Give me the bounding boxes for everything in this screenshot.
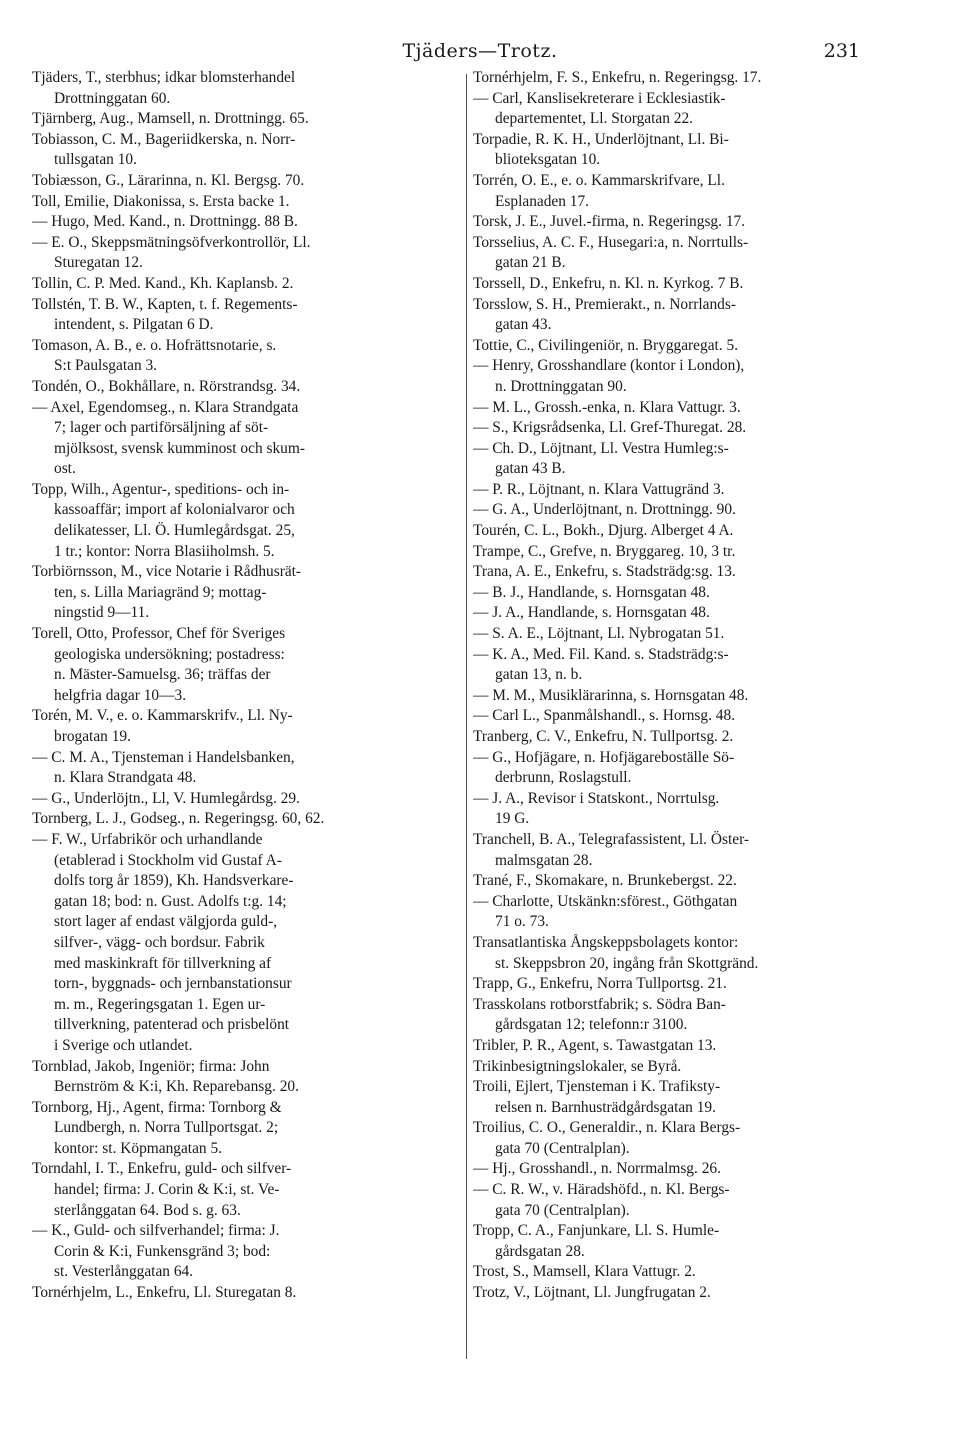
directory-line: — B. J., Handlande, s. Hornsgatan 48. (473, 583, 710, 601)
directory-line: — G. A., Underlöjtnant, n. Drottningg. 90. (473, 501, 736, 519)
directory-line: — K. A., Med. Fil. Kand. s. Stadsträdg:s- (473, 645, 729, 663)
directory-line: Tornblad, Jakob, Ingeniör; firma: John (32, 1057, 270, 1075)
directory-line: helgfria dagar 10—3. (54, 686, 187, 704)
directory-line: 19 G. (495, 810, 530, 828)
directory-line: n. Drottninggatan 90. (495, 377, 627, 395)
directory-line: Torpadie, R. K. H., Underlöjtnant, Ll. Bi- (473, 130, 729, 148)
directory-line: — Henry, Grosshandlare (kontor i London), (473, 357, 745, 375)
directory-line: kontor: st. Köpmangatan 5. (54, 1139, 222, 1157)
directory-line: Drottninggatan 60. (54, 89, 171, 107)
directory-line: gårdsgatan 28. (495, 1242, 585, 1260)
directory-line: Tollstén, T. B. W., Kapten, t. f. Regements- (32, 295, 298, 313)
directory-line: Tjärnberg, Aug., Mamsell, n. Drottningg. 65. (32, 110, 309, 128)
directory-line: Troilius, C. O., Generaldir., n. Klara Bergs- (473, 1119, 741, 1137)
directory-line: Esplanaden 17. (495, 192, 590, 210)
directory-line: — S. A. E., Löjtnant, Ll. Nybrogatan 51. (473, 625, 725, 643)
directory-line: med maskinkraft för tillverkning af (54, 954, 272, 972)
directory-line: torn-, byggnads- och jernbanstationsur (54, 975, 292, 993)
directory-line: Torrén, O. E., e. o. Kammarskrifvare, Ll. (473, 171, 725, 189)
directory-line: geologiska undersökning; postadress: (54, 645, 285, 663)
directory-line: tillverkning, patenterad och prisbelönt (54, 1016, 290, 1034)
directory-line: Tottie, C., Civilingeniör, n. Bryggaregat. 5. (473, 336, 739, 354)
directory-line: Tobiæsson, G., Lärarinna, n. Kl. Bergsg. 70. (32, 171, 305, 189)
running-head: Tjäders—Trotz. (402, 40, 558, 62)
directory-line: i Sverige och utlandet. (54, 1036, 193, 1054)
directory-line: stort lager af endast välgjorda guld-, (54, 913, 278, 931)
directory-line: Tjäders, T., sterbhus; idkar blomsterhandel (32, 69, 296, 86)
directory-line: kassoaffär; import af kolonialvaror och (54, 501, 295, 519)
directory-line: gatan 43. (495, 316, 552, 334)
directory-line: Tornérhjelm, L., Enkefru, Ll. Sturegatan 8. (32, 1284, 297, 1302)
directory-line: gatan 13, n. b. (495, 666, 583, 684)
page-number: 231 (823, 40, 860, 62)
directory-line: — C. R. W., v. Häradshöfd., n. Kl. Bergs- (473, 1181, 730, 1199)
directory-line: Torsslow, S. H., Premierakt., n. Norrlands- (473, 295, 736, 313)
directory-line: Torsselius, A. C. F., Husegari:a, n. Norrtulls- (473, 233, 749, 251)
directory-line: Torén, M. V., e. o. Kammarskrifv., Ll. Ny- (32, 707, 293, 725)
directory-line: Tobiasson, C. M., Bageriidkerska, n. Norr- (32, 130, 296, 148)
directory-line: S:t Paulsgatan 3. (54, 357, 158, 375)
directory-line: Transatlantiska Ångskeppsbolagets kontor: (473, 933, 739, 951)
directory-line: — J. A., Handlande, s. Hornsgatan 48. (473, 604, 710, 622)
directory-line: 71 o. 73. (495, 913, 549, 931)
directory-line: — G., Hofjägare, n. Hofjägareboställe Sö- (473, 748, 735, 766)
directory-line: — M. L., Grossh.-enka, n. Klara Vattugr. 3. (473, 398, 741, 416)
directory-line: — Charlotte, Utskänkn:sförest., Göthgatan (473, 892, 738, 910)
directory-line: Trané, F., Skomakare, n. Brunkebergst. 22. (473, 872, 737, 890)
directory-line: Trana, A. E., Enkefru, s. Stadsträdg:sg. 13. (473, 563, 736, 581)
directory-line: Tranberg, C. V., Enkefru, N. Tullportsg. 2. (473, 728, 734, 745)
directory-line: gatan 18; bod: n. Gust. Adolfs t:g. 14; (54, 892, 287, 910)
directory-line: silfver-, vägg- och bordsur. Fabrik (54, 933, 265, 951)
directory-line: intendent, s. Pilgatan 6 D. (54, 316, 214, 334)
directory-line: Torsk, J. E., Juvel.-firma, n. Regeringsg. 17. (473, 213, 746, 231)
directory-line: — G., Underlöjtn., Ll, V. Humlegårdsg. 29. (32, 789, 300, 807)
directory-line: Topp, Wilh., Agentur-, speditions- och in- (32, 480, 290, 498)
directory-line: gata 70 (Centralplan). (495, 1201, 630, 1219)
directory-line: Tranchell, B. A., Telegrafassistent, Ll. Öster- (473, 830, 750, 848)
directory-line: n. Mäster-Samuelsg. 36; träffas der (54, 666, 271, 684)
directory-line: Toll, Emilie, Diakonissa, s. Ersta backe 1. (32, 192, 290, 210)
directory-line: Tornérhjelm, F. S., Enkefru, n. Regeringsg. 17. (473, 69, 762, 86)
column-divider (466, 74, 467, 1359)
directory-line: Trotz, V., Löjtnant, Ll. Jungfrugatan 2. (473, 1284, 711, 1302)
directory-line: Tourén, C. L., Bokh., Djurg. Alberget 4 A. (473, 522, 734, 540)
directory-line: — F. W., Urfabrikör och urhandlande (32, 830, 263, 848)
directory-line: tullsgatan 10. (54, 151, 137, 169)
directory-line: Lundbergh, n. Norra Tullportsgat. 2; (54, 1119, 279, 1137)
directory-line: 1 tr.; kontor: Norra Blasiiholmsh. 5. (54, 542, 275, 560)
directory-line: Trikinbesigtningslokaler, se Byrå. (473, 1057, 682, 1075)
directory-line: — Hugo, Med. Kand., n. Drottningg. 88 B. (32, 213, 298, 231)
directory-line: handel; firma: J. Corin & K:i, st. Ve- (54, 1181, 280, 1199)
directory-line: gårdsgatan 12; telefonn:r 3100. (495, 1016, 688, 1034)
directory-line: — J. A., Revisor i Statskont., Norrtulsg. (473, 789, 720, 807)
directory-line: m. m., Regeringsgatan 1. Egen ur- (54, 995, 266, 1013)
directory-line: Torell, Otto, Professor, Chef för Sveriges (32, 625, 286, 643)
directory-line: st. Skeppsbron 20, ingång från Skottgränd. (495, 954, 759, 972)
directory-line: n. Klara Strandgata 48. (54, 769, 197, 787)
directory-line: — C. M. A., Tjensteman i Handelsbanken, (32, 748, 295, 766)
directory-line: 7; lager och partiförsäljning af söt- (54, 419, 269, 437)
directory-line: (etablerad i Stockholm vid Gustaf A- (54, 851, 282, 869)
directory-line: Torssell, D., Enkefru, n. Kl. n. Kyrkog. 7 B. (473, 274, 744, 292)
directory-line: derbrunn, Roslagstull. (495, 769, 632, 787)
directory-line: sterlånggatan 64. Bod s. g. 63. (54, 1201, 241, 1219)
directory-line: ten, s. Lilla Mariagränd 9; mottag- (54, 583, 267, 601)
directory-line: Tornborg, Hj., Agent, firma: Tornborg & (32, 1098, 282, 1116)
directory-line: blioteksgatan 10. (495, 151, 601, 169)
directory-line: gatan 21 B. (495, 254, 566, 272)
directory-line: — P. R., Löjtnant, n. Klara Vattugränd 3. (473, 480, 725, 498)
directory-line: Bernström & K:i, Kh. Reparebansg. 20. (54, 1078, 299, 1096)
directory-line: Trasskolans rotborstfabrik; s. Södra Ban- (473, 995, 726, 1013)
directory-line: Trapp, G., Enkefru, Norra Tullportsg. 21. (473, 975, 727, 993)
directory-line: Torbiörnsson, M., vice Notarie i Rådhusrät- (32, 563, 302, 581)
directory-line: — M. M., Musiklärarinna, s. Hornsgatan 48. (473, 686, 749, 704)
directory-line: — K., Guld- och silfverhandel; firma: J. (32, 1222, 280, 1240)
directory-line: Torndahl, I. T., Enkefru, guld- och silfver- (32, 1160, 292, 1178)
directory-line: Corin & K:i, Funkensgränd 3; bod: (54, 1242, 271, 1260)
left-column (32, 68, 462, 1304)
directory-line: malmsgatan 28. (495, 851, 593, 869)
directory-line: dolfs torg år 1859), Kh. Handsverkare- (54, 872, 294, 890)
directory-line: gata 70 (Centralplan). (495, 1139, 630, 1157)
directory-line: mjölksost, svensk kumminost och skum- (54, 439, 305, 457)
directory-line: Trampe, C., Grefve, n. Bryggareg. 10, 3 tr. (473, 542, 736, 560)
directory-line: — Axel, Egendomseg., n. Klara Strandgata (32, 398, 299, 416)
directory-line: — Carl, Kanslisekreterare i Ecklesiastik- (473, 89, 726, 107)
page-header (0, 40, 960, 70)
directory-line: Tollin, C. P. Med. Kand., Kh. Kaplansb. 2. (32, 274, 294, 292)
directory-line: Sturegatan 12. (54, 254, 143, 272)
directory-line: — Hj., Grosshandl., n. Norrmalmsg. 26. (473, 1160, 721, 1178)
directory-line: st. Vesterlånggatan 64. (54, 1263, 194, 1281)
directory-line: ost. (54, 460, 76, 478)
directory-line: — S., Krigsrådsenka, Ll. Gref-Thuregat. 28. (473, 419, 747, 437)
directory-line: Tornberg, L. J., Godseg., n. Regeringsg. 60, 62. (32, 810, 325, 828)
directory-line: Troili, Ejlert, Tjensteman i K. Trafiksty- (473, 1078, 721, 1096)
directory-line: Tropp, C. A., Fanjunkare, Ll. S. Humle- (473, 1222, 720, 1240)
directory-line: — Ch. D., Löjtnant, Ll. Vestra Humleg:s- (473, 439, 729, 457)
right-column (473, 68, 913, 1304)
directory-line: Trost, S., Mamsell, Klara Vattugr. 2. (473, 1263, 696, 1281)
directory-line: ningstid 9—11. (54, 604, 150, 622)
directory-line: — E. O., Skeppsmätningsöfverkontrollör, Ll. (32, 233, 311, 251)
directory-line: gatan 43 B. (495, 460, 566, 478)
directory-line: relsen n. Barnhusträdgårdsgatan 19. (495, 1098, 716, 1116)
directory-line: Tribler, P. R., Agent, s. Tawastgatan 13. (473, 1036, 717, 1054)
directory-line: Tondén, O., Bokhållare, n. Rörstrandsg. 34. (32, 377, 301, 395)
directory-line: Tomason, A. B., e. o. Hofrättsnotarie, s. (32, 336, 277, 354)
directory-line: brogatan 19. (54, 728, 131, 745)
directory-line: — Carl L., Spanmålshandl., s. Hornsg. 48. (473, 707, 736, 725)
directory-line: delikatesser, Ll. Ö. Humlegårdsgat. 25, (54, 522, 295, 540)
directory-line: departementet, Ll. Storgatan 22. (495, 110, 694, 128)
